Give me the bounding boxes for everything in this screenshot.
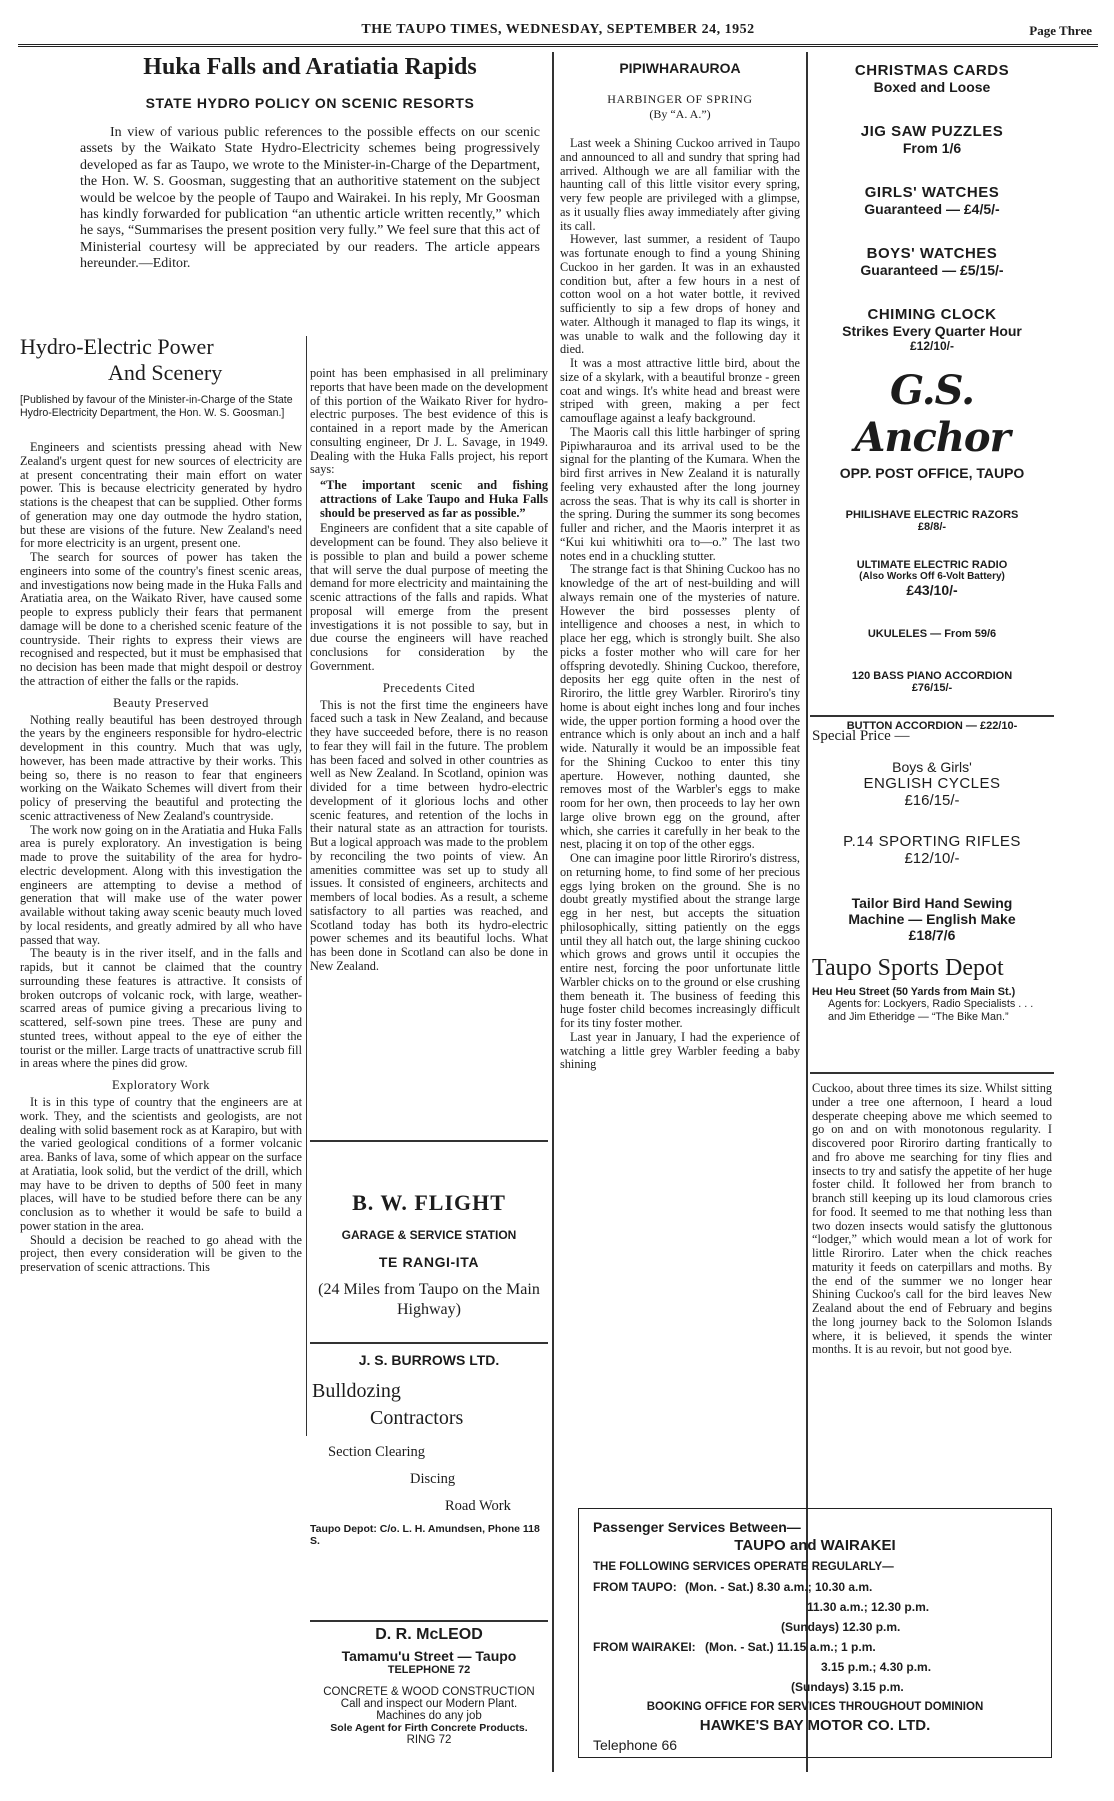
paragraph: Engineers and scientists pressing ahead with New Zealand's urgent quest for new sources of electricity are at present concentrating their main effort on water power. This is because electricity generated by hydro stations is the cheapest that can be supplied. Other forms of generation may one day outmode the hydro station, but these are visions of the future. New Zealand's need for more electricity is an urgent, present one. <box>20 441 302 551</box>
bus-services-ad <box>578 1508 1052 1758</box>
pipi-title: PIPIWHARAUROA <box>619 60 741 76</box>
main-story-header <box>80 54 540 273</box>
sports-depot-name: Taupo Sports Depot <box>812 955 1004 981</box>
from-wairakei-label: FROM WAIRAKEI: <box>593 1640 696 1654</box>
subhead: STATE HYDRO POLICY ON SCENIC RESORTS <box>145 95 475 111</box>
ad-item-title: JIG SAW PUZZLES <box>860 123 1004 140</box>
paragraph: Cuckoo, about three times its size. Whilst sitting under a tree one afternoon, I heard a loud desperate cheeping above me which seemed to go on and on with monotonous regularity. I discovered poor Riroriro darting frantically to and fro above me searching for tiny flies and insects to try and satisfy the appetite of her huge foster child. It followed her from branch to branch still keeping up its loud clamorous cries for food. It seemed to me that nothing less than two dozen insects would satisfy the gluttonous “lodger,” which would mean a lot of work for little Riroriro. Later when the chick reaches maturity it feeds on caterpillars and moths. By the end of the summer we no longer hear Shining Cuckoo's call for the bird leaves New Zealand about the end of February and begins the long journey back to the Solomon Islands where, it is believed, it spends the winter months. It is au revoir, but not good bye. <box>812 1082 1052 1357</box>
paragraph: This is not the first time the engineers have faced such a task in New Zealand, and because they have succeeded before, there is no reason to fear they will fail in the future. The problem has been faced and solved in other countries as well as New Zealand. In Scotland, opinion was divided for a time between hydro-electric development of it glorious lochs and other scenic features, and retention of the lochs in their natural state as an attraction for tourists. But a logical approach was made to the problem by reconciling the two points of view. An amenities committee was set up to study all issues. It consisted of engineers, architects and members of local bodies. As a result, a scheme satisfactory to all parties was reached, and Scotland today has both its hydro-electric power schemes and its beautiful lochs. What has been done in Scotland can also be done in New Zealand. <box>310 697 548 973</box>
article-column-2 <box>310 367 548 1132</box>
pipi-subtitle: HARBINGER OF SPRING <box>607 92 753 106</box>
paragraph: Should a decision be reached to go ahead with the project, then every consideration will be given to the preservation of scenic attractions. This <box>20 1232 302 1274</box>
flight-line3: (24 Miles from Taupo on the Main Highway) <box>318 1281 540 1318</box>
from-taupo-times2: 11.30 a.m.; 12.30 p.m. <box>807 1600 930 1614</box>
paragraph: The work now going on in the Aratiatia and Huka Falls area is purely exploratory. An investigation is being made to prove the suitability of the area for hydro-electric development. Along with this investigation the engineers are attempting to devise a method of generation that will make use of the water power available without taking away scenic beauty much loved by local residents, and greatly admired by all who have passed that way. <box>20 822 302 947</box>
section-heading: Exploratory Work <box>111 1078 211 1092</box>
ad-item-title: PHILISHAVE ELECTRIC RAZORS <box>845 509 1019 521</box>
from-taupo-sunday: (Sundays) 12.30 p.m. <box>781 1620 901 1634</box>
from-taupo-times: (Mon. - Sat.) 8.30 a.m.; 10.30 a.m. <box>685 1580 873 1594</box>
divider <box>310 1620 548 1622</box>
paragraph: Last year in January, I had the experience of watching a little grey Warbler feeding a baby shining <box>560 1029 800 1072</box>
ad-item-title: BOYS' WATCHES <box>866 245 998 262</box>
mcleod-line5: RING 72 <box>406 1734 452 1746</box>
article-credit: [Published by favour of the Minister-in-Charge of the State Hydro-Electricity Department, the Hon. W. S. Goosman.] <box>20 394 293 419</box>
ad-item-detail: Guaranteed — £4/5/- <box>864 201 1000 217</box>
bus-regular: THE FOLLOWING SERVICES OPERATE REGULARLY— <box>593 1561 894 1573</box>
burrows-line5: Road Work <box>445 1498 511 1514</box>
paragraph: Nothing really beautiful has been destroyed through the years by the engineers responsible for hydro-electric development in this country. Much that was ugly, however, has been made attractive by their works. This being so, there is no reason to fear that engineers working on the Waikato Schemes will divert from their policy of preserving the beautiful and protecting the scenic attractiveness of New Zealand's countryside. <box>20 712 302 823</box>
burrows-name: J. S. BURROWS LTD. <box>358 1352 500 1368</box>
ad-item-detail: (Also Works Off 6-Volt Battery) <box>859 571 1005 582</box>
paragraph: However, last summer, a resident of Taupo was fortunate enough to find a young Shining Cuckoo in her garden. It was in an exhausted condition but, after a few hours in a nest of cotton wool on a hot water bottle, it revived sufficiently to sip a few drops of honey and water. Although it managed to flap its wings, it was unable to walk and the following day it died. <box>560 232 800 357</box>
sewing-price: £18/7/6 <box>908 927 956 943</box>
ad-item-title: ULTIMATE ELECTRIC RADIO <box>856 559 1008 571</box>
divider <box>810 715 1054 717</box>
sports-depot-agents: Agents for: Lockyers, Radio Specialists . . . and Jim Etheridge — “The Bike Man.” <box>828 998 1034 1023</box>
paragraph: It was a most attractive little bird, about the size of a skylark, with a beautiful bronze - green coat and wings. It's white head and breast were striped with green, making a per fect camouflage against a leafy background. <box>560 356 800 425</box>
divider <box>810 1072 1054 1074</box>
ad-item-title: 120 BASS PIANO ACCORDION <box>851 670 1013 682</box>
cycles-line1: Boys & Girls' <box>892 759 972 775</box>
ad-item-title: CHRISTMAS CARDS <box>854 62 1010 79</box>
burrows-depot: Taupo Depot: C/o. L. H. Amundsen, Phone 118 S. <box>310 1523 540 1547</box>
paragraph: point has been emphasised in all preliminary reports that have been made on the development of this portion of the Waikato River for hydro-electric purposes. The best evidence of this is contained in a report made by the American consulting engineer, Dr J. L. Savage, in 1949. Dealing with the Huka Falls project, his report says: <box>310 367 548 477</box>
paragraph: Engineers are confident that a site capable of development can be found. They also believe it is possible to plan and build a power scheme that will serve the dual purpose of meeting the demand for more electricity and maintaining the scenic attractions of the falls and rapids. What proposal will emerge from the present investigations it is not possible to say, but in due course the engineers will have reached conclusions for consideration by the Government. <box>310 521 548 673</box>
ad-item-title: BUTTON ACCORDION — £22/10- <box>846 720 1018 732</box>
paragraph: The Maoris call this little harbinger of spring Pipiwharauroa and its arrival used to be the signal for the planting of the Kumara. When the bird first arrives in New Zealand it is naturally feeling very exhausted after the long journey across the seas. That is why its call is shorter in the spring. During the summer its song becomes fuller and richer, and the Maoris interpret it as “Kui kui whitiwhiti ora to—o.” The last two notes end in a chuckling stutter. <box>560 424 800 563</box>
burrows-line2: Contractors <box>370 1407 464 1429</box>
paragraph: The strange fact is that Shining Cuckoo has no knowledge of the art of nest-building and will always remain one of the mysteries of nature. However the bird possesses plenty of intelligence and chooses a nest, in which to place her egg, which is strongly built. She also picks a foster mother who will care for her offspring devotedly. Shining Cuckoo, therefore, deposits her egg quite often in the nest of Riroriro, the little grey Warbler. Riroriro's tiny home is about eight inches long and four inches wide, the upper portion forming a hood over the entrance which is only about an inch and a half wide. Naturally it would be an impossible feat for the Shining Cuckoo to enter this tiny aperture. However, nothing daunted, she removes most of the Warbler's eggs to make room for her own, then proceeds to lay her own large olive brown egg on the ground, after which, she carries it carefully in her beak to the nest, placing it on top of the other eggs. <box>560 562 800 852</box>
sports-depot-address: Heu Heu Street (50 Yards from Main St.) <box>812 986 1016 998</box>
burrows-ad <box>310 1352 548 1547</box>
section-heading: Beauty Preserved <box>113 695 209 710</box>
flight-name: B. W. FLIGHT <box>352 1190 506 1215</box>
paragraph: The search for sources of power has taken the engineers into some of the country's finest scenic areas, and investigations now being made in the Huka Falls and Aratiatia area, on the Waikato River, have caused some people to express publicly their fears that permanent damage will be done to a cherished scenic feature of the countryside. Their rights to express their views are recognised and respected, but it must be emphasised that no decision has been made that might despoil or destroy the attraction of either the falls or the rapids. <box>20 550 302 688</box>
page-number: Page Three <box>1029 23 1092 38</box>
from-wairakei-times2: 3.15 p.m.; 4.30 p.m. <box>821 1660 932 1674</box>
pipi-header <box>560 60 800 122</box>
rifles-line: P.14 SPORTING RIFLES <box>843 833 1021 850</box>
ad-item-detail: Guaranteed — £5/15/- <box>860 262 1004 278</box>
divider <box>310 1140 548 1142</box>
sewing-line1: Tailor Bird Hand Sewing <box>851 895 1013 911</box>
ad-item-detail: Boxed and Loose <box>873 79 991 95</box>
anchor-address: OPP. POST OFFICE, TAUPO <box>839 465 1025 481</box>
bus-heading: Passenger Services Between— <box>593 1519 801 1535</box>
burrows-line4: Discing <box>410 1471 456 1487</box>
mcleod-line2: Call and inspect our Modern Plant. <box>340 1698 518 1710</box>
mcleod-street: Tamamu'u Street — Taupo <box>341 1648 517 1664</box>
article-title-block <box>20 334 302 419</box>
ad-item-title: UKULELES — From 59/6 <box>867 628 997 640</box>
mcleod-ad <box>310 1626 548 1746</box>
anchor-logo: G.S. Anchor <box>854 367 1010 461</box>
sports-depot-ad <box>812 728 1052 1024</box>
bus-route: TAUPO and WAIRAKEI <box>734 1537 896 1554</box>
cycles-line2: ENGLISH CYCLES <box>863 775 1001 792</box>
masthead <box>18 22 1098 47</box>
paragraph: Last week a Shining Cuckoo arrived in Taupo and announced to all and sundry that spring had arrived. Although we are all familiar with the haunting call of this little visitor every spring, very few people are privileged with a glimpse, as it usually flies away immediately after giving its call. <box>560 137 800 233</box>
article-column-1 <box>20 441 302 1776</box>
mcleod-name: D. R. McLEOD <box>375 1626 483 1643</box>
ad-item-detail: Strikes Every Quarter Hour <box>842 323 1022 339</box>
mcleod-line3: Machines do any job <box>376 1710 482 1722</box>
ad-item-title: GIRLS' WATCHES <box>864 184 1000 201</box>
ad-item-price: £12/10/- <box>909 339 955 353</box>
from-wairakei-sunday: (Sundays) 3.15 p.m. <box>791 1680 904 1694</box>
booking-office: BOOKING OFFICE FOR SERVICES THROUGHOUT DOMINION <box>646 1701 984 1713</box>
article-title-line2: And Scenery <box>108 360 223 385</box>
flight-garage-ad <box>310 1190 548 1320</box>
article-title-line1: Hydro-Electric Power <box>20 334 214 359</box>
cycles-price: £16/15/- <box>904 792 960 809</box>
mcleod-line1: CONCRETE & WOOD CONSTRUCTION <box>323 1686 535 1698</box>
ad-item-detail: From 1/6 <box>902 140 962 156</box>
paragraph: One can imagine poor little Riroriro's distress, on returning home, to find some of her precious eggs lying broken on the ground. She is no doubt greatly mystified about the strange large egg in her nest, but accepts the situation philosophically, sitting patiently on the eggs until they all hatch out, the large shining cuckoo which grows and grows until it occupies the entire nest, forcing the poor unfortunate little Warbler chicks on to the ground or else crushing them beneath it. The business of feeding this huge foster child becomes increasingly difficult for its tiny foster mother. <box>560 851 800 1030</box>
company-phone: Telephone 66 <box>593 1737 678 1753</box>
editor-intro: In view of various public references to the possible effects on our scenic assets by the Waikato State Hydro-Electricity schemes being progressively developed as far as Taupo, we wrote to the Minister-in-Charge of the Department, the Hon. W. S. Goosman, suggesting that an authoritive statement on the subject would be welcoe by the people of Taupo and Wairakei. In his reply, Mr Goosman has kindly forwarded for publication “an uthentic article written recently,” which he says, “Summarises the present position very fully.” We feel sure that this act of Ministerial courtesy will be appreciated by our readers. The article appears hereunder.—Editor. <box>80 125 540 272</box>
pipi-column <box>560 137 800 1474</box>
burrows-line3: Section Clearing <box>328 1444 426 1460</box>
section-heading: Precedents Cited <box>382 680 476 695</box>
paragraph: It is in this type of country that the engineers are at work. They, and the scientists and geologists, are not dealing with solid basement rock as at Karapiro, but with the varied geological conditions of a former volcanic area. Banks of lava, some of which appear on the surface at Aratiatia, look solid, but the verdict of the drill, which may have to be driven to depths of 500 feet in many places, will have to be studied before there can be any conclusion as to whether it would be safe to build a power station in the area. <box>20 1095 302 1233</box>
company-name: HAWKE'S BAY MOTOR CO. LTD. <box>699 1717 931 1734</box>
rifles-price: £12/10/- <box>904 850 960 867</box>
ad-item-title: CHIMING CLOCK <box>867 306 997 323</box>
burrows-line1: Bulldozing <box>312 1380 401 1402</box>
column-rule-1 <box>552 52 554 1772</box>
ad-item-price: £76/15/- <box>911 682 953 694</box>
mcleod-phone: TELEPHONE 72 <box>387 1664 471 1676</box>
pull-quote: “The important scenic and fishing attractions of Lake Taupo and Huka Falls should be preserved as far as possible.” <box>320 478 548 520</box>
ad-item-price: £43/10/- <box>906 582 958 598</box>
anchor-ad <box>812 62 1052 732</box>
divider <box>310 1342 548 1344</box>
flight-line2: TE RANGI-ITA <box>378 1254 480 1270</box>
special-price-label: Special Price — <box>812 728 910 744</box>
ad-item-price: £8/8/- <box>917 521 947 533</box>
flight-line1: GARAGE & SERVICE STATION <box>341 1228 517 1242</box>
headline: Huka Falls and Aratiatia Rapids <box>143 54 477 80</box>
pipi-byline: (By “A. A.”) <box>649 107 711 121</box>
column-rule-3 <box>306 336 307 1436</box>
masthead-title: THE TAUPO TIMES, WEDNESDAY, SEPTEMBER 24, 1952 <box>361 22 755 37</box>
from-taupo-label: FROM TAUPO: <box>593 1580 677 1594</box>
sewing-line2: Machine — English Make <box>848 911 1016 927</box>
paragraph: The beauty is in the river itself, and in the falls and rapids, but it cannot be claimed that the country surrounding these features is attractive. It consists of broken outcrops of volcanic rock, with large, weather-scarred areas of pumice giving a precarious living to scattered, self-sown pine trees. These are puny and stunted trees, without appeal to the eye of either the tourist or the miller. Large tracts of unattractive scrub fill in areas where the pines did grow. <box>20 946 302 1071</box>
from-wairakei-times: (Mon. - Sat.) 11.15 a.m.; 1 p.m. <box>705 1640 876 1654</box>
mcleod-line4: Sole Agent for Firth Concrete Products. <box>330 1722 528 1734</box>
pipi-continued <box>812 1082 1052 1474</box>
